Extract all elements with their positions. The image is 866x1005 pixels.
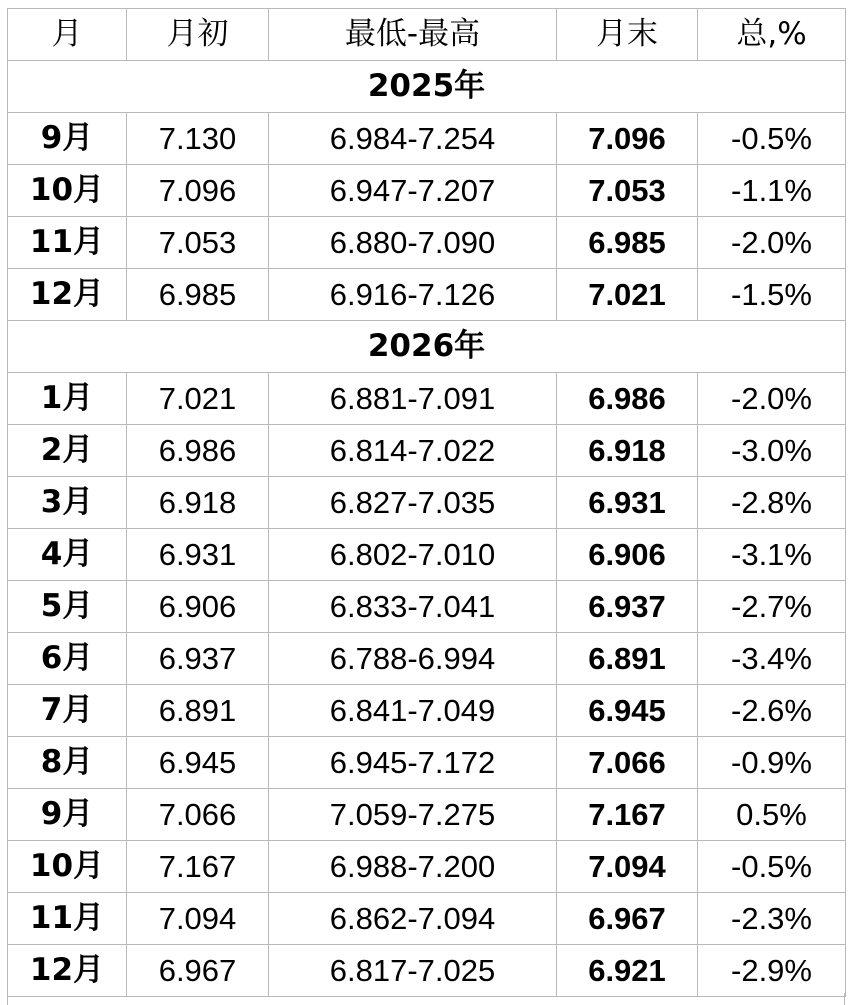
total-cell: -2.0% <box>698 373 846 425</box>
header-range: 最低-最高 <box>269 9 557 61</box>
exchange-rate-forecast-table <box>7 8 846 997</box>
open-cell: 7.130 <box>127 113 269 165</box>
open-cell: 7.066 <box>127 789 269 841</box>
table-row <box>8 685 846 737</box>
table-row <box>8 789 846 841</box>
table-row <box>8 633 846 685</box>
range-cell: 6.947-7.207 <box>269 165 557 217</box>
open-cell: 6.891 <box>127 685 269 737</box>
month-cell: 5月 <box>8 581 127 633</box>
open-cell: 6.986 <box>127 425 269 477</box>
open-cell: 6.906 <box>127 581 269 633</box>
close-cell: 6.921 <box>557 945 698 997</box>
close-cell: 7.021 <box>557 269 698 321</box>
total-cell: -2.3% <box>698 893 846 945</box>
year-heading: 2025年 <box>8 61 846 113</box>
open-cell: 6.967 <box>127 945 269 997</box>
table-row <box>8 113 846 165</box>
table-row <box>8 893 846 945</box>
close-cell: 7.094 <box>557 841 698 893</box>
range-cell: 6.881-7.091 <box>269 373 557 425</box>
open-cell: 6.918 <box>127 477 269 529</box>
range-cell: 6.945-7.172 <box>269 737 557 789</box>
table-row <box>8 217 846 269</box>
month-cell: 11月 <box>8 217 127 269</box>
open-cell: 6.931 <box>127 529 269 581</box>
table-row <box>8 737 846 789</box>
total-cell: -2.7% <box>698 581 846 633</box>
close-cell: 6.985 <box>557 217 698 269</box>
table-row <box>8 425 846 477</box>
range-cell: 6.841-7.049 <box>269 685 557 737</box>
total-cell: -0.5% <box>698 113 846 165</box>
month-cell: 10月 <box>8 165 127 217</box>
close-cell: 6.918 <box>557 425 698 477</box>
table-body <box>8 61 846 997</box>
range-cell: 6.817-7.025 <box>269 945 557 997</box>
total-cell: -1.5% <box>698 269 846 321</box>
total-cell: -3.0% <box>698 425 846 477</box>
month-cell: 2月 <box>8 425 127 477</box>
table-row <box>8 581 846 633</box>
range-cell: 6.916-7.126 <box>269 269 557 321</box>
forecast-table-container <box>7 8 845 997</box>
total-cell: -0.9% <box>698 737 846 789</box>
month-cell: 12月 <box>8 945 127 997</box>
range-cell: 6.802-7.010 <box>269 529 557 581</box>
header-close: 月末 <box>557 9 698 61</box>
close-cell: 6.967 <box>557 893 698 945</box>
table-row <box>8 841 846 893</box>
open-cell: 6.945 <box>127 737 269 789</box>
month-cell: 11月 <box>8 893 127 945</box>
header-total: 总,% <box>698 9 846 61</box>
close-cell: 7.167 <box>557 789 698 841</box>
month-cell: 8月 <box>8 737 127 789</box>
header-month: 月 <box>8 9 127 61</box>
range-cell: 6.862-7.094 <box>269 893 557 945</box>
range-cell: 6.814-7.022 <box>269 425 557 477</box>
month-cell: 7月 <box>8 685 127 737</box>
total-cell: -3.1% <box>698 529 846 581</box>
range-cell: 6.988-7.200 <box>269 841 557 893</box>
month-cell: 9月 <box>8 113 127 165</box>
open-cell: 7.167 <box>127 841 269 893</box>
open-cell: 6.937 <box>127 633 269 685</box>
close-cell: 7.066 <box>557 737 698 789</box>
table-row <box>8 945 846 997</box>
total-cell: -2.6% <box>698 685 846 737</box>
next-row-fragment <box>7 993 845 1005</box>
total-cell: -2.8% <box>698 477 846 529</box>
month-cell: 10月 <box>8 841 127 893</box>
year-heading: 2026年 <box>8 321 846 373</box>
month-cell: 4月 <box>8 529 127 581</box>
total-cell: 0.5% <box>698 789 846 841</box>
open-cell: 7.053 <box>127 217 269 269</box>
close-cell: 7.053 <box>557 165 698 217</box>
range-cell: 6.827-7.035 <box>269 477 557 529</box>
total-cell: -2.9% <box>698 945 846 997</box>
open-cell: 6.985 <box>127 269 269 321</box>
header-row <box>8 9 846 61</box>
total-cell: -2.0% <box>698 217 846 269</box>
month-cell: 3月 <box>8 477 127 529</box>
total-cell: -1.1% <box>698 165 846 217</box>
close-cell: 6.891 <box>557 633 698 685</box>
table-row <box>8 529 846 581</box>
range-cell: 6.788-6.994 <box>269 633 557 685</box>
year-section-row <box>8 61 846 113</box>
header-open: 月初 <box>127 9 269 61</box>
close-cell: 6.931 <box>557 477 698 529</box>
close-cell: 6.986 <box>557 373 698 425</box>
range-cell: 6.984-7.254 <box>269 113 557 165</box>
table-header <box>8 9 846 61</box>
total-cell: -3.4% <box>698 633 846 685</box>
total-cell: -0.5% <box>698 841 846 893</box>
open-cell: 7.021 <box>127 373 269 425</box>
close-cell: 7.096 <box>557 113 698 165</box>
close-cell: 6.937 <box>557 581 698 633</box>
month-cell: 1月 <box>8 373 127 425</box>
open-cell: 7.094 <box>127 893 269 945</box>
month-cell: 9月 <box>8 789 127 841</box>
close-cell: 6.945 <box>557 685 698 737</box>
table-row <box>8 165 846 217</box>
range-cell: 6.833-7.041 <box>269 581 557 633</box>
open-cell: 7.096 <box>127 165 269 217</box>
table-row <box>8 477 846 529</box>
year-section-row <box>8 321 846 373</box>
table-row <box>8 373 846 425</box>
range-cell: 6.880-7.090 <box>269 217 557 269</box>
close-cell: 6.906 <box>557 529 698 581</box>
month-cell: 12月 <box>8 269 127 321</box>
month-cell: 6月 <box>8 633 127 685</box>
range-cell: 7.059-7.275 <box>269 789 557 841</box>
table-row <box>8 269 846 321</box>
